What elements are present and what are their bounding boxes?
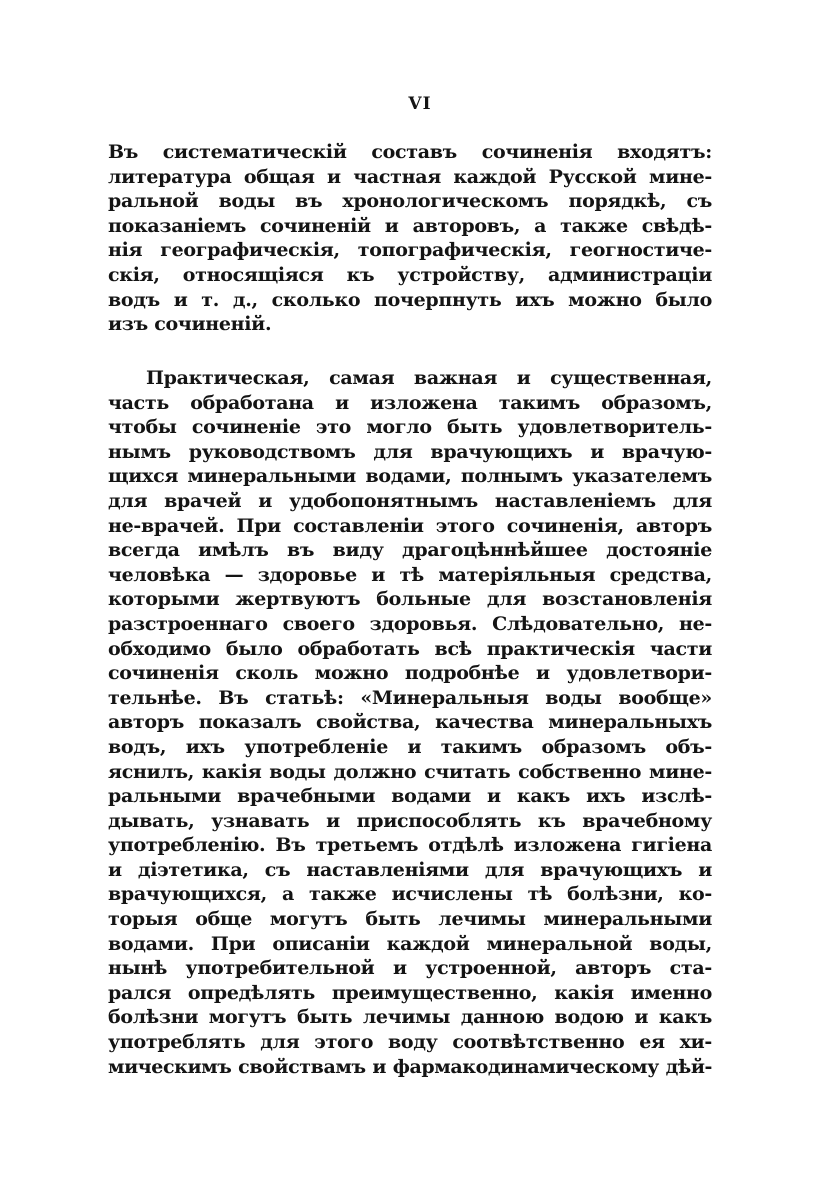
text-line: щихся минеральными водами, полнымъ указателемъ <box>108 465 712 488</box>
text-line: для врачей и удобопонятнымъ наставленіемъ для <box>108 489 712 512</box>
text-line: чтобы сочиненіе это могло быть удовлетворитель- <box>108 416 712 439</box>
page-number: VI <box>408 94 432 114</box>
text-line: врачующихся, а также исчислены тѣ болѣзни, ко- <box>108 883 712 906</box>
text-line: Практическая, самая важная и существенная, <box>146 367 712 389</box>
text-line: употреблять для этого воду соотвѣтственно ея хи- <box>108 1031 712 1054</box>
text-line: всегда имѣлъ въ виду драгоцѣннѣйшее достояніе <box>108 539 712 562</box>
text-line: сочиненія сколь можно подробнѣе и удовлетвори- <box>108 662 712 685</box>
text-line: нымъ руководствомъ для врачующихъ и врачую- <box>108 440 712 463</box>
text-line: дывать, узнавать и приспособлять къ врачебному <box>108 809 712 832</box>
text-line: болѣзни могутъ быть лечимы данною водою и какъ <box>108 1006 712 1029</box>
text-line: скія, относящіяся къ устройству, администраціи <box>108 263 712 286</box>
paragraph-practical <box>108 366 712 1079</box>
text-line: разстроеннаго своего здоровья. Слѣдовательно, не- <box>108 612 712 635</box>
text-line: ральными врачебными водами и какъ ихъ изслѣ- <box>108 785 712 808</box>
text-line: употребленію. Въ третьемъ отдѣлѣ изложена гигіена <box>108 834 712 857</box>
text-line: ральной воды въ хронологическомъ порядкѣ, съ <box>108 190 712 213</box>
text-line: авторъ показалъ свойства, качества минеральныхъ <box>108 711 712 734</box>
text-line: и діэтетика, съ наставленіями для врачующихъ и <box>108 858 712 881</box>
text-line: мическимъ свойствамъ и фармакодинамическому дѣй- <box>108 1055 712 1078</box>
text-line: водъ, ихъ употребленіе и такимъ образомъ объ- <box>108 735 712 758</box>
text-line: часть обработана и изложена такимъ образомъ, <box>108 391 712 414</box>
text-line: водъ и т. д., сколько почерпнуть ихъ можно было <box>108 288 712 311</box>
text-line: изъ сочиненій. <box>108 313 272 336</box>
text-line: водами. При описаніи каждой минеральной воды, <box>108 932 712 955</box>
text-line: не-врачей. При составленіи этого сочиненія, авторъ <box>108 514 712 537</box>
text-line: торыя обще могутъ быть лечимы минеральными <box>108 908 712 931</box>
text-line: яснилъ, какія воды должно считать собственно мине- <box>108 760 712 783</box>
text-line: обходимо было обработать всѣ практическія части <box>108 637 712 660</box>
text-line: нынѣ употребительной и устроенной, авторъ ста- <box>108 957 712 980</box>
text-line: тельнѣе. Въ статьѣ: «Минеральныя воды вообще» <box>108 686 712 709</box>
text-line: нія географическія, топографическія, геогностиче- <box>108 239 712 262</box>
text-line: которыми жертвуютъ больные для возстановленія <box>108 588 712 611</box>
text-line: Въ систематическій составъ сочиненія входятъ: <box>108 141 712 163</box>
text-line: рался опредѣлять преимущественно, какія именно <box>108 981 712 1004</box>
paragraph-composition <box>108 140 712 337</box>
text-line: человѣка — здоровье и тѣ матеріяльныя средства, <box>108 563 712 586</box>
text-line: литература общая и частная каждой Русской мине- <box>108 165 712 188</box>
text-line: показаніемъ сочиненій и авторовъ, а также свѣдѣ- <box>108 214 712 237</box>
